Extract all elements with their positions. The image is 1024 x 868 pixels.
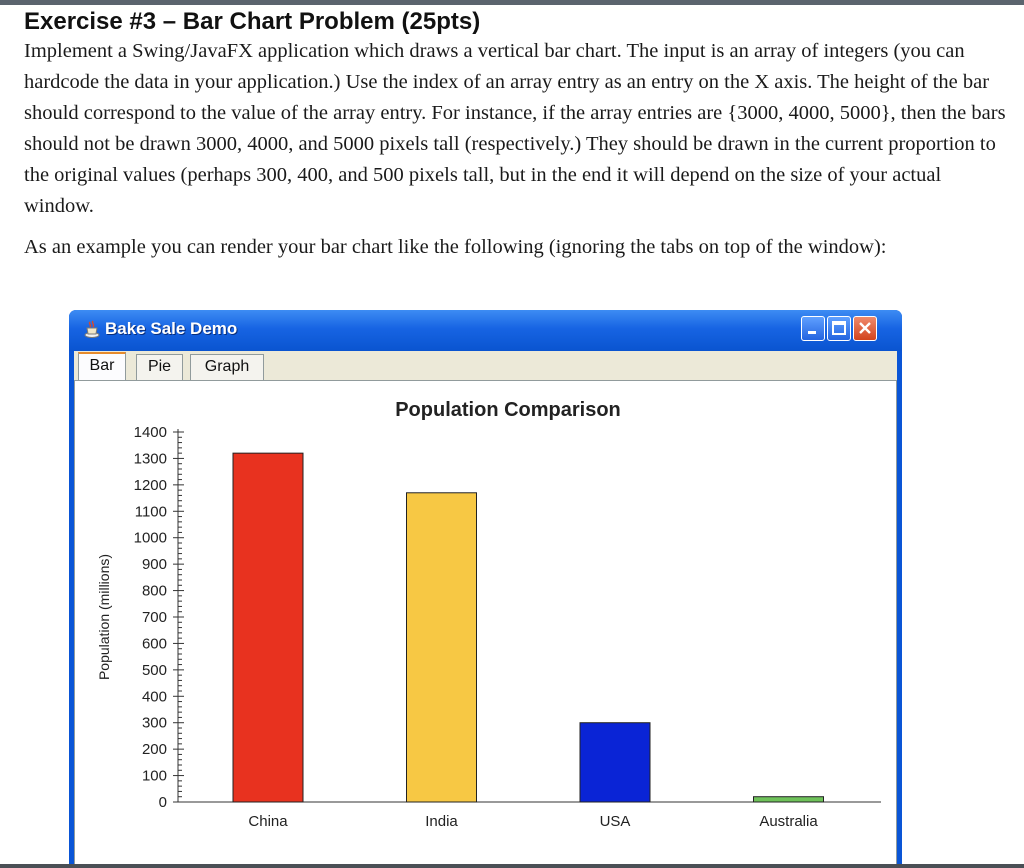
y-axis-label: Population (millions): [96, 553, 112, 681]
x-category-label: India: [425, 813, 458, 830]
y-tick-label: 400: [141, 688, 167, 706]
example-intro: As an example you can render your bar chart like the following (ignoring the tabs on top of the window):: [24, 236, 887, 258]
y-tick-label: 700: [141, 609, 167, 626]
maximize-button[interactable]: [827, 316, 851, 341]
tab-bar[interactable]: Bar: [78, 352, 126, 380]
y-tick-label: 800: [141, 582, 167, 600]
maximize-icon: [828, 317, 850, 340]
x-category-label: USA: [599, 813, 631, 830]
bottom-border: [0, 864, 1024, 868]
bar-india: [407, 493, 477, 802]
y-tick-label: 1100: [134, 503, 167, 521]
top-border: [0, 0, 1024, 5]
window-content: [74, 351, 897, 866]
y-tick-label: 200: [141, 741, 167, 759]
y-tick-label: 1000: [133, 529, 167, 547]
java-cup-icon: [82, 320, 102, 340]
tab-pie[interactable]: Pie: [136, 354, 183, 380]
x-category-label: Australia: [759, 813, 818, 830]
y-tick-label: 1200: [133, 476, 167, 494]
close-button[interactable]: [853, 316, 877, 341]
y-tick-label: 300: [141, 714, 167, 732]
close-icon: [854, 317, 876, 340]
y-tick-label: 500: [141, 661, 167, 679]
app-window: [69, 310, 902, 866]
bar-chart: [75, 381, 896, 865]
bar-australia: [754, 797, 824, 802]
y-tick-label: 900: [141, 556, 167, 574]
minimize-button[interactable]: [801, 316, 825, 341]
exercise-description: Implement a Swing/JavaFX application which draws a vertical bar chart. The input is an array of integers (you can hardcode the data in your application.) Use the index of an array entry as an entry on the X axis. The height of the bar should correspond to the value of the array entry. For instance, if the array entries are {3000, 4000, 5000}, then the bars should not be drawn 3000, 4000, and 5000 pixels tall (respectively.) They should be drawn in the current proportion to the original values (perhaps 300, 400, and 500 pixels tall, but in the end it will depend on the size of your actual window.: [24, 40, 1006, 217]
y-tick-label: 0: [158, 794, 167, 811]
y-tick-label: 600: [141, 635, 167, 653]
window-title: Bake Sale Demo: [105, 319, 238, 338]
x-category-label: China: [248, 813, 288, 830]
chart-title: Population Comparison: [395, 399, 621, 421]
y-tick-label: 100: [141, 767, 167, 785]
bar-usa: [580, 723, 650, 802]
tab-graph[interactable]: Graph: [190, 354, 264, 380]
y-tick-label: 1400: [133, 424, 167, 441]
y-tick-label: 1300: [133, 450, 167, 468]
exercise-title: Exercise #3 – Bar Chart Problem (25pts): [24, 8, 481, 35]
bar-china: [233, 453, 303, 802]
window-titlebar[interactable]: [69, 310, 902, 351]
minimize-icon: [802, 317, 824, 340]
chart-panel: [74, 380, 897, 866]
